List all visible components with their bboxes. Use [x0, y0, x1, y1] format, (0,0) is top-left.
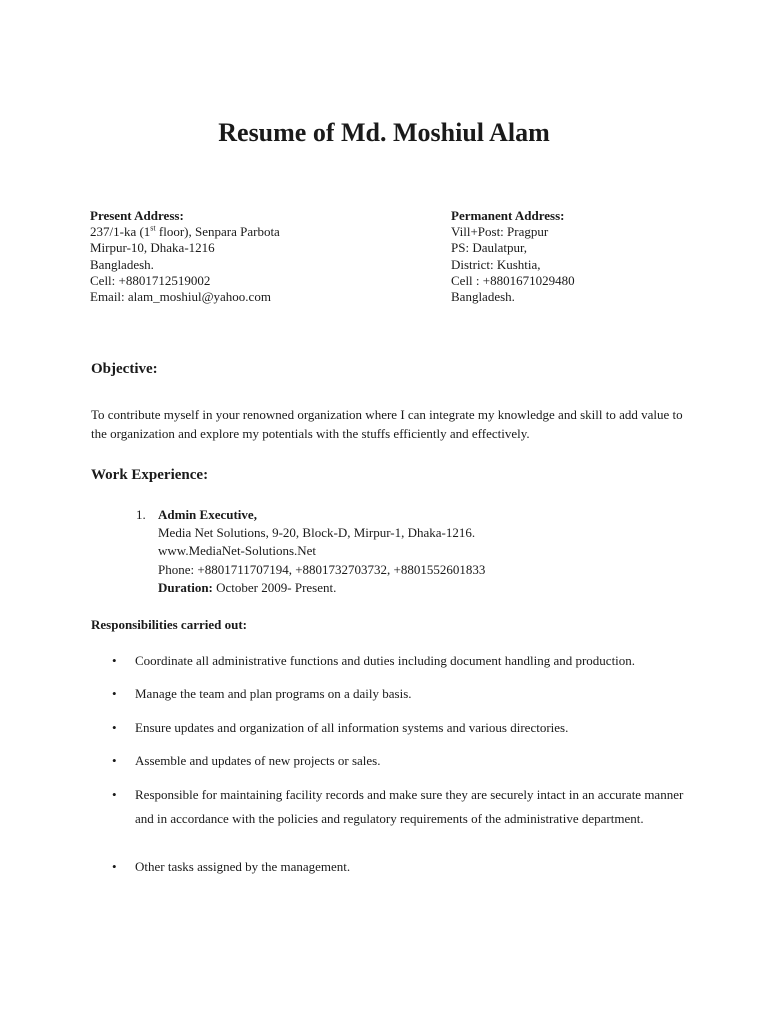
job-duration — [158, 579, 485, 597]
job-duration-label: Duration: — [158, 579, 213, 595]
job-details — [158, 506, 485, 597]
permanent-address-country: Bangladesh. — [451, 289, 515, 305]
job-website: www.MediaNet-Solutions.Net — [158, 543, 317, 559]
present-address-line-1-post: floor), Senpara Parbota — [155, 224, 280, 240]
list-item-text: Ensure updates and organization of all information systems and various directories. — [135, 720, 569, 735]
job-title: Admin Executive, — [158, 507, 257, 522]
permanent-address-block — [451, 208, 575, 305]
objective-heading: Objective: — [91, 361, 158, 377]
permanent-address-line-3: District: Kushtia, — [451, 256, 541, 272]
list-item-text: Responsible for maintaining facility records and make sure they are securely intact in an accurate manner and in accordance with the policies and regulatory requirements of the administrative department. — [135, 787, 684, 826]
present-address-line-1-sup: st — [150, 223, 156, 233]
job-duration-value: October 2009- Present. — [212, 579, 337, 595]
permanent-address-line-2: PS: Daulatpur, — [451, 240, 528, 256]
list-item-text: Assemble and updates of new projects or sales. — [135, 753, 381, 768]
objective-text: To contribute myself in your renowned organization where I can integrate my knowledge and skill to add value to the organization and explore my potentials with the stuffs efficiently and effectively. — [91, 407, 683, 441]
page-title: Resume of Md. Moshiul Alam — [218, 118, 550, 147]
permanent-address-line-1: Vill+Post: Pragpur — [451, 224, 549, 240]
job-company: Media Net Solutions, 9-20, Block-D, Mirpur-1, Dhaka-1216. — [158, 525, 476, 541]
permanent-address-label: Permanent Address: — [451, 208, 565, 223]
bullet-marker: • — [112, 653, 117, 668]
list-item-text: Manage the team and plan programs on a daily basis. — [135, 686, 412, 701]
present-address-line-1-pre: 237/1-ka (1 — [90, 224, 151, 240]
present-address-line-2: Mirpur-10, Dhaka-1216 — [90, 240, 215, 256]
present-address-block — [90, 208, 280, 305]
present-address-label: Present Address: — [90, 208, 184, 223]
bullet-marker: • — [112, 753, 117, 768]
list-item-text: Coordinate all administrative functions and duties including document handling and production. — [135, 653, 636, 668]
present-address-cell: Cell: +8801712519002 — [90, 272, 211, 288]
present-address-email: Email: alam_moshiul@yahoo.com — [90, 289, 271, 305]
present-address-line-1 — [90, 224, 280, 240]
list-item-text: Other tasks assigned by the management. — [135, 859, 351, 874]
job-number: 1. — [136, 507, 146, 522]
bullet-marker: • — [112, 720, 117, 735]
bullet-marker: • — [112, 686, 117, 701]
responsibilities-heading: Responsibilities carried out: — [91, 617, 247, 632]
bullet-marker: • — [112, 787, 117, 802]
bullet-marker: • — [112, 859, 117, 874]
present-address-line-3: Bangladesh. — [90, 256, 154, 272]
permanent-address-cell: Cell : +8801671029480 — [451, 272, 575, 288]
work-experience-heading: Work Experience: — [91, 467, 209, 483]
job-phone: Phone: +8801711707194, +8801732703732, +8801552601833 — [158, 561, 486, 577]
